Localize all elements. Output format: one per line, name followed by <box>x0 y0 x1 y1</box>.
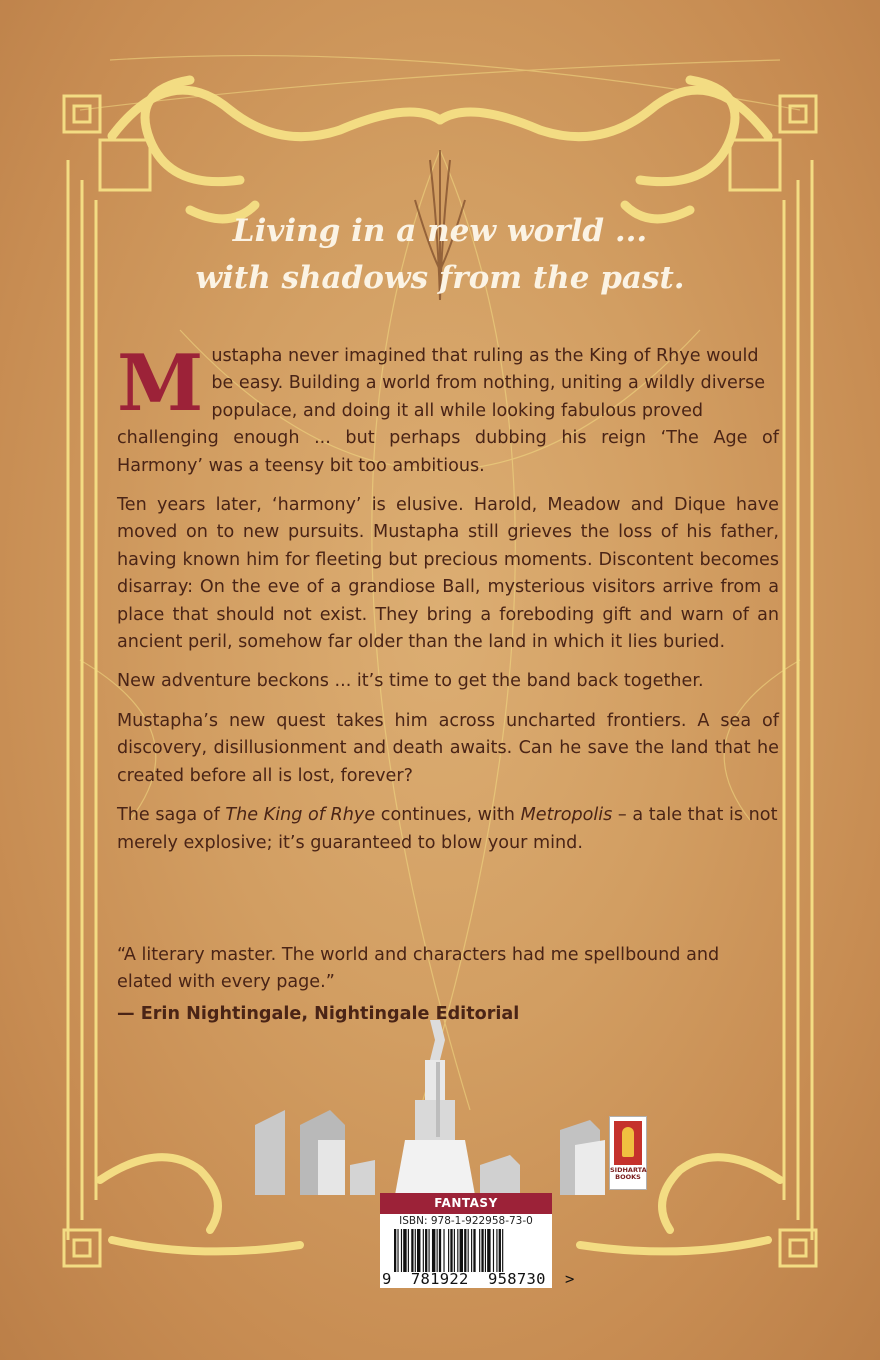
blurb-text: – a tale that is not merely explosive; it’s guaranteed to blow your mind. <box>117 805 778 853</box>
blurb-line: be easy. Building a world from nothing, uniting a wildly diverse <box>211 373 766 394</box>
barcode-bar <box>443 1229 444 1272</box>
barcode-bar <box>417 1229 420 1272</box>
book-title-reference: Metropolis <box>520 805 613 826</box>
blurb-line: populace, and doing it all while looking fabulous proved <box>211 400 704 421</box>
isbn-text: ISBN: 978-1-922958-73-0 <box>399 1215 533 1227</box>
tagline-line-1: Living in a new world ... <box>232 213 648 249</box>
barcode-bar <box>479 1229 480 1272</box>
quote-text: “A literary master. The world and characters had me spellbound and elated with every page.” <box>117 945 720 993</box>
barcode-bar <box>468 1229 469 1272</box>
barcode-bar <box>464 1229 466 1272</box>
barcode-bar <box>425 1229 427 1272</box>
publisher-name-line: BOOKS <box>615 1173 641 1181</box>
blurb-paragraph-4: Mustapha’s new quest takes him across uncharted frontiers. A sea of discovery, disillusionment and death awaits. Can he save the land that he created before all is lost, forever? <box>117 710 779 786</box>
barcode-bar <box>432 1229 435 1272</box>
blurb-text: The saga of <box>117 805 226 826</box>
barcode-panel <box>380 1214 575 1288</box>
blurb-text: continues, with <box>375 805 521 826</box>
barcode-bar <box>471 1229 472 1272</box>
barcode-bar <box>473 1229 475 1272</box>
barcode-bars <box>394 1229 542 1272</box>
barcode-bar <box>415 1229 416 1272</box>
barcode-bar <box>394 1229 396 1272</box>
barcode-bar <box>457 1229 458 1272</box>
tagline <box>0 208 880 302</box>
book-title-reference: The King of Rhye <box>225 805 376 826</box>
blurb-paragraph-3: New adventure beckons ... it’s time to get the band back together. <box>117 671 704 692</box>
barcode-bar <box>454 1229 455 1272</box>
barcode-bar <box>401 1229 402 1272</box>
barcode-bar <box>496 1229 497 1272</box>
city-skyline-illustration <box>255 1020 605 1195</box>
publisher-emblem-icon <box>614 1121 642 1165</box>
barcode-bar <box>499 1229 501 1272</box>
tagline-line-2: with shadows from the past. <box>195 260 685 296</box>
barcode-block <box>380 1193 575 1288</box>
publisher-name <box>610 1167 646 1181</box>
blurb-line: ustapha never imagined that ruling as the King of Rhye would <box>211 346 759 366</box>
review-quote <box>117 942 779 1028</box>
barcode-bar <box>411 1229 413 1272</box>
barcode-bar <box>397 1229 398 1272</box>
barcode-bar <box>481 1229 483 1272</box>
barcode-bar <box>408 1229 409 1272</box>
publisher-logo <box>610 1117 646 1189</box>
barcode-bar <box>403 1229 406 1272</box>
barcode-bar <box>502 1229 503 1272</box>
barcode-bar <box>487 1229 490 1272</box>
barcode-digits: 9 781922 958730 > <box>382 1270 575 1288</box>
genre-label: FANTASY <box>380 1193 552 1214</box>
barcode-bar <box>448 1229 449 1272</box>
blurb-paragraph-5 <box>117 802 779 857</box>
barcode-bar <box>429 1229 430 1272</box>
publisher-name-line: SIDHARTA <box>610 1166 647 1174</box>
barcode-bar <box>423 1229 424 1272</box>
barcode-bar <box>450 1229 452 1272</box>
quote-attribution: — Erin Nightingale, Nightingale Editorial <box>117 1003 520 1024</box>
blurb-text: challenging enough ... but perhaps dubbing his reign ‘The Age of Harmony’ was a teensy bit too ambitious. <box>117 428 779 476</box>
barcode-bar <box>437 1229 438 1272</box>
drop-cap: M <box>117 338 204 429</box>
blurb-paragraph-1 <box>117 338 779 480</box>
barcode-bar <box>460 1229 463 1272</box>
barcode-bar <box>485 1229 486 1272</box>
book-blurb <box>117 338 779 869</box>
barcode-bar <box>439 1229 441 1272</box>
barcode-bar <box>493 1229 494 1272</box>
blurb-paragraph-2: Ten years later, ‘harmony’ is elusive. Harold, Meadow and Dique have moved on to new pursuits. Mustapha still grieves the loss of his father, having known him for fleeting but precious moments. Discontent becomes disarray: On the eve of a grandiose Ball, mysterious visitors arrive from a place that should not exist. They bring a foreboding gift and warn of an ancient peril, somehow far older than the land in which it lies buried. <box>117 495 779 653</box>
